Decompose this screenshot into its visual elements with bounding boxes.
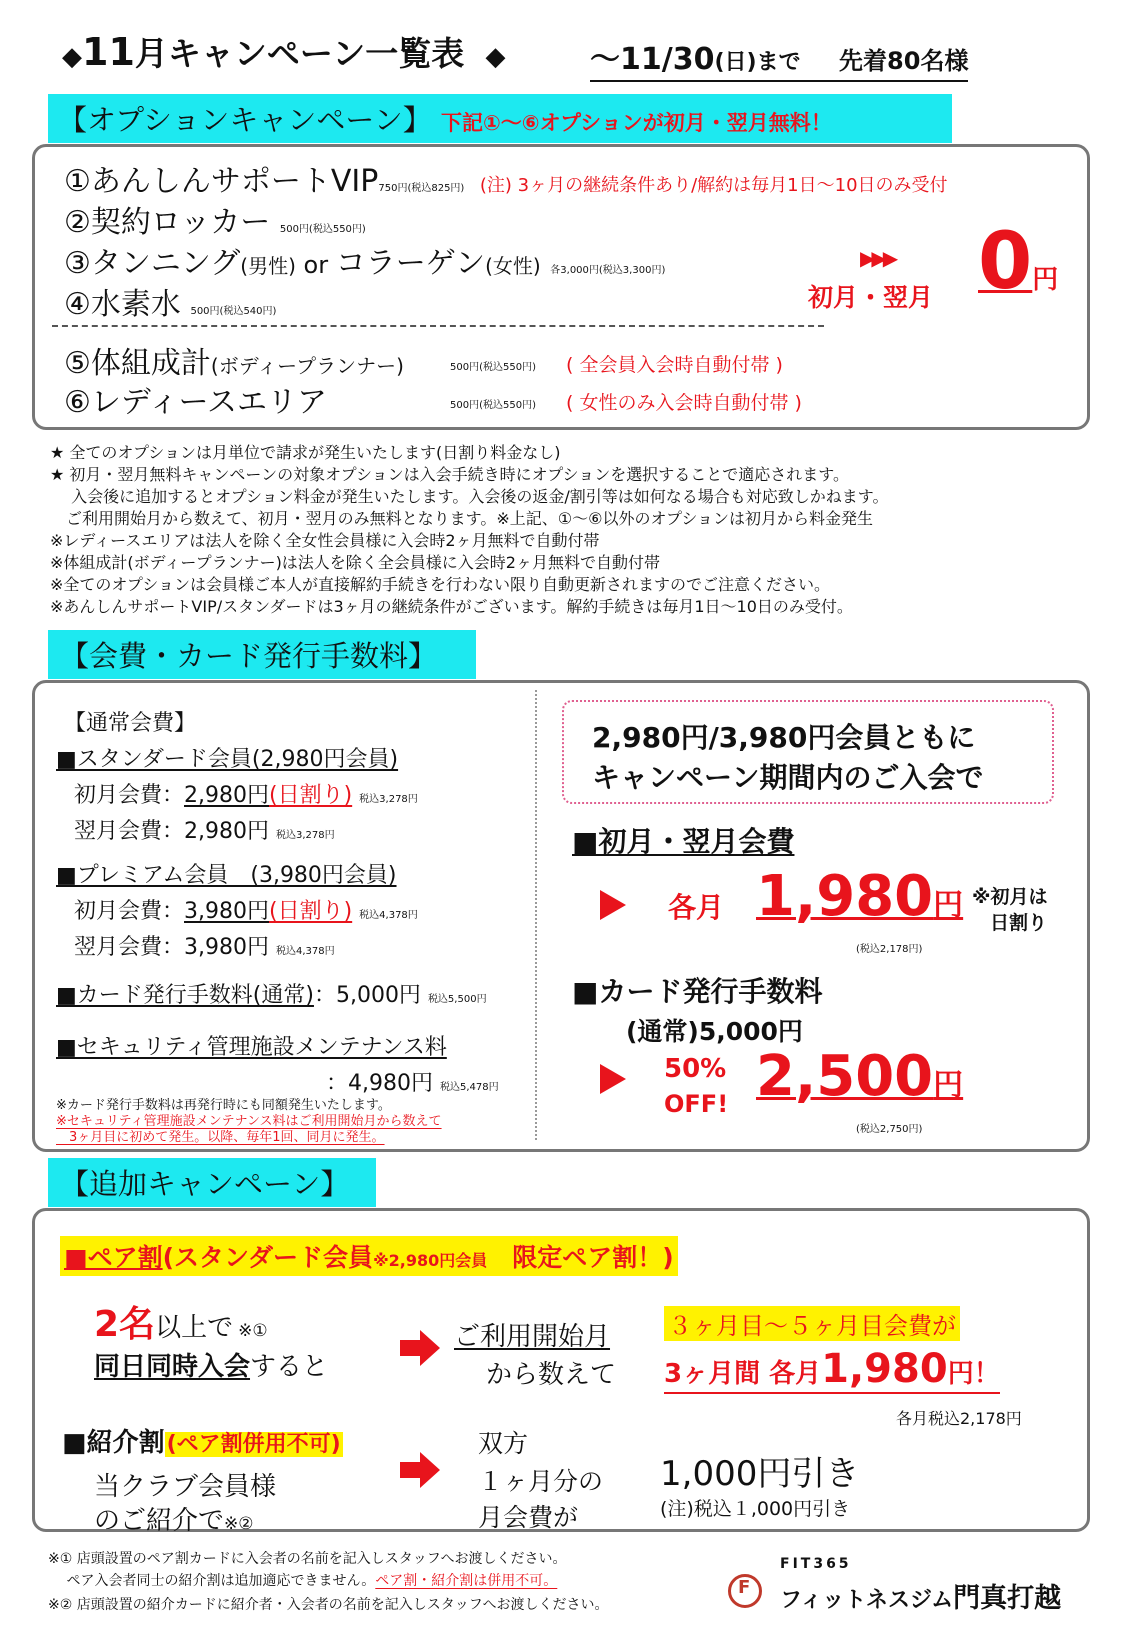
option-item-2	[64, 197, 366, 241]
pair-title-end: 限定ペア割！)	[487, 1243, 674, 1272]
note-line: ★ 初月・翌月無料キャンペーンの対象オプションは入会手続き時にオプションを選択することで適応されます。	[50, 465, 849, 484]
play-arrow-icon	[600, 890, 626, 920]
security-fee-title: ■セキュリティ管理施設メンテナンス料	[56, 1035, 447, 1060]
fee-section-heading: 【会費・カード発行手数料】	[48, 630, 476, 679]
monthly-note: ※初月は	[972, 886, 1048, 908]
fee-label: 翌月会費：	[74, 935, 185, 960]
fee-tax: 税込5,500円	[427, 994, 487, 1005]
pair-discount-title	[60, 1236, 678, 1276]
period-limit: 先着80名様	[839, 47, 969, 75]
note-line: ※レディースエリアは法人を除く全女性会員様に入会時2ヶ月無料で自動付帯	[50, 531, 600, 550]
pair-price	[664, 1346, 1000, 1394]
option-price: 500円(税込550円)	[279, 224, 366, 235]
footer-note: ※② 店頭設置の紹介カードに紹介者・入会者の名前を記入しスタッフへお渡しください。	[48, 1597, 609, 1613]
monthly-unit: 円	[933, 888, 964, 923]
monthly-value: 1,980	[756, 864, 934, 929]
premium-member-title: ■プレミアム会員 (3,980円会員)	[56, 863, 397, 888]
fee-prorate: (日割り)	[269, 783, 353, 808]
standard-first-month	[74, 778, 418, 809]
title-text: 月キャンペーン一覧表	[134, 34, 465, 73]
card-fee-campaign-price	[756, 1044, 963, 1119]
option-item-5	[64, 338, 404, 382]
pair-condition-line1	[94, 1296, 268, 1347]
pair-title-rest: (スタンダード会員	[162, 1243, 374, 1272]
referral-badge: (ペア割併用不可)	[166, 1432, 341, 1457]
referral-mid-text: １ヶ月分の	[478, 1467, 604, 1496]
arrow-icons: ▶▶▶	[860, 246, 895, 270]
pair-text: すると	[250, 1352, 329, 1382]
fee-label: 初月会費：	[74, 783, 185, 808]
standard-member-title: ■スタンダード会員(2,980円会員)	[56, 747, 399, 772]
option-item-4	[64, 279, 276, 323]
security-fee-value	[326, 1066, 499, 1097]
note-line: 入会後に追加するとオプション料金が発生いたします。入会後の返金/割引等は如何なる場合も対応致しかねます。	[50, 487, 889, 506]
option-name: ②契約ロッカー	[64, 205, 271, 240]
footer-note: ※① 店頭設置のペア割カードに入会者の名前を記入しスタッフへお渡しください。	[48, 1551, 567, 1567]
fee-divider	[535, 690, 537, 1140]
referral-note: (注)税込１,000円引き	[660, 1498, 851, 1520]
option-name-sub: (ボディープランナー)	[210, 354, 404, 378]
period-date: ～11/30	[590, 42, 715, 77]
standard-next-month	[74, 814, 335, 845]
period-suffix: まで	[756, 50, 801, 75]
premium-next-month	[74, 930, 335, 961]
pair-price-unit: 円！	[947, 1359, 1000, 1389]
fee-tax: 税込4,378円	[276, 946, 335, 957]
option-name-sub: (男性)	[240, 254, 296, 278]
referral-text-line2	[94, 1500, 254, 1537]
fee-value: 2,980円	[184, 819, 269, 844]
monthly-note: 日割り	[990, 912, 1048, 934]
referral-ref: ※②	[224, 1514, 254, 1534]
option-price: 500円(税込550円)	[450, 400, 536, 411]
monthly-label: 各月	[668, 891, 725, 924]
fee-tax: 税込3,278円	[276, 830, 335, 841]
monthly-fee-title: ■初月・翌月会費	[572, 825, 795, 858]
option-note: ( 女性のみ入会時自動付帯 )	[566, 392, 802, 414]
brand-subtitle: FIT365	[780, 1556, 852, 1572]
referral-discount: 1,000円引き	[660, 1454, 860, 1494]
option-or: or	[295, 251, 336, 279]
note-line: ※体組成計(ボディープランナー)は法人を除く全会員様に入会時2ヶ月無料で自動付帯	[50, 553, 660, 572]
option-name: ③タンニング	[64, 246, 241, 281]
period-day: (日)	[714, 50, 757, 75]
referral-mid-text: 双方	[478, 1429, 529, 1458]
arrow-right-icon	[400, 1452, 440, 1488]
free-value	[978, 217, 1059, 320]
fee-footnote: ※カード発行手数料は再発行時にも同額発生いたします。	[56, 1098, 391, 1113]
discount-percent: 50%	[664, 1054, 727, 1084]
fee-label: 初月会費：	[74, 899, 185, 924]
note-line: ※全てのオプションは会員様ご本人が直接解約手続きを行わない限り自動更新されますのでご注意ください。	[50, 575, 830, 594]
card-fee-campaign-title: ■カード発行手数料	[572, 975, 823, 1008]
callout-line: キャンペーン期間内のご入会で	[592, 761, 984, 794]
pair-mid-text: から数えて	[486, 1360, 617, 1390]
option-price: 500円(税込540円)	[190, 306, 277, 317]
option-name: ④水素水	[64, 287, 181, 322]
option-price: 750円(税込825円)	[378, 183, 465, 194]
card-fee-title: ■カード発行手数料(通常)	[56, 983, 314, 1008]
option-name: ①あんしんサポートVIP	[64, 164, 379, 199]
normal-fee-title: 【通常会費】	[64, 711, 197, 736]
referral-mid-text: 月会費が	[478, 1503, 579, 1532]
callout-line: 2,980円/3,980円会員ともに	[592, 721, 976, 754]
free-number: 0	[978, 217, 1033, 307]
option-name: ⑥レディースエリア	[64, 385, 327, 420]
fee-value: 3,980円	[184, 935, 269, 960]
brand-name-text: フィットネスジム	[780, 1588, 954, 1613]
fee-label: 翌月会費：	[74, 819, 185, 844]
option-item-3	[64, 238, 665, 282]
option-note: (注) 3ヶ月の継続条件あり/解約は毎月1日～10日のみ受付	[479, 175, 948, 196]
pair-tax: 各月税込2,178円	[896, 1409, 1022, 1428]
pair-condition-line2	[94, 1346, 328, 1383]
option-subheading: 下記①～⑥オプションが初月・翌月無料！	[441, 111, 832, 135]
monthly-tax: (税込2,178円)	[856, 944, 923, 955]
fee-prorate: (日割り)	[269, 899, 353, 924]
title-number: 11	[82, 30, 135, 74]
option-name: コラーゲン	[335, 246, 486, 281]
premium-first-month	[74, 894, 418, 925]
monthly-price	[756, 864, 963, 939]
pair-title: ■ペア割	[64, 1243, 163, 1272]
free-unit: 円	[1032, 265, 1059, 295]
fee-tax: 税込5,478円	[439, 1082, 499, 1093]
campaign-period	[590, 34, 968, 82]
fee-footnote: ※セキュリティ管理施設メンテナンス料はご利用開始月から数えて	[56, 1114, 442, 1129]
card-fee-value: ：5,000円	[313, 983, 421, 1008]
footer-note: ペア入会者同士の紹介割は追加適応できません。	[48, 1573, 376, 1589]
fee-value: 3,980円	[184, 899, 269, 924]
diamond-icon: ◆	[62, 42, 82, 72]
option-heading-text: 【オプションキャンペーン】	[58, 103, 432, 137]
pair-months-text: ３ヶ月目～５ヶ月目会費が	[664, 1306, 960, 1341]
pair-text-bold: 同日同時入会	[94, 1352, 251, 1382]
card-fee-normal-price: (通常)5,000円	[626, 1017, 803, 1046]
pair-title-small: ※2,980円会員	[373, 1251, 488, 1270]
free-label: 初月・翌月	[808, 283, 934, 312]
card-fee-value: 2,500	[756, 1044, 934, 1109]
fee-tax: 税込4,378円	[359, 910, 418, 921]
brand-logo-letter: F	[738, 1577, 751, 1598]
pair-number: 2名	[94, 1304, 156, 1345]
card-fee-normal	[56, 978, 487, 1009]
fee-footnote: 3ヶ月目に初めて発生。以降、毎年1回、同月に発生。	[56, 1130, 385, 1145]
option-name: ⑤体組成計	[64, 346, 211, 381]
option-item-6	[64, 377, 327, 421]
fee-value: 2,980円	[184, 783, 269, 808]
dashed-divider	[52, 325, 824, 327]
arrow-right-icon	[400, 1330, 440, 1366]
footer-note-warning: ペア割・紹介割は併用不可。	[375, 1573, 558, 1589]
option-note: ( 全会員入会時自動付帯 )	[566, 354, 783, 376]
diamond-icon: ◆	[485, 42, 506, 72]
brand-name	[780, 1576, 1061, 1615]
pair-price-value: 1,980	[821, 1346, 948, 1392]
fee-value: ：4,980円	[326, 1071, 433, 1096]
referral-text: 当クラブ会員様	[94, 1472, 277, 1502]
play-arrow-icon	[600, 1064, 626, 1094]
pair-mid-text: ご利用開始月	[454, 1322, 611, 1352]
fee-tax: 税込3,278円	[359, 794, 418, 805]
option-item-1	[64, 156, 948, 200]
note-line: ※あんしんサポートVIP/スタンダードは3ヶ月の継続条件がございます。解約手続きは毎月1日～10日のみ受付。	[50, 597, 853, 616]
option-price: 500円(税込550円)	[450, 362, 536, 373]
card-fee-tax: (税込2,750円)	[856, 1124, 923, 1135]
option-section-heading	[48, 94, 952, 143]
page-title	[62, 28, 505, 75]
pair-price-label: 3ヶ月間 各月	[664, 1359, 822, 1389]
referral-title-text: ■紹介割	[62, 1428, 165, 1458]
note-line: ご利用開始月から数えて、初月・翌月のみ無料となります。※上記、①～⑥以外のオプションは初月から料金発生	[50, 509, 874, 528]
footer-note-line2	[48, 1570, 557, 1590]
note-line: ★ 全てのオプションは月単位で請求が発生いたします(日割り料金なし)	[50, 443, 561, 462]
brand-store: 門真打越	[953, 1583, 1062, 1614]
option-price: 各3,000円(税込3,300円)	[550, 265, 666, 276]
extra-section-heading: 【追加キャンペーン】	[48, 1158, 376, 1207]
pair-ref: ※①	[238, 1321, 268, 1341]
option-name-sub: (女性)	[485, 254, 541, 278]
card-fee-unit: 円	[933, 1068, 964, 1103]
referral-title	[62, 1422, 343, 1459]
referral-text: のご紹介で	[94, 1506, 225, 1536]
option-notes	[50, 442, 888, 618]
pair-text: 以上で	[155, 1313, 234, 1343]
discount-off: OFF!	[664, 1090, 729, 1118]
